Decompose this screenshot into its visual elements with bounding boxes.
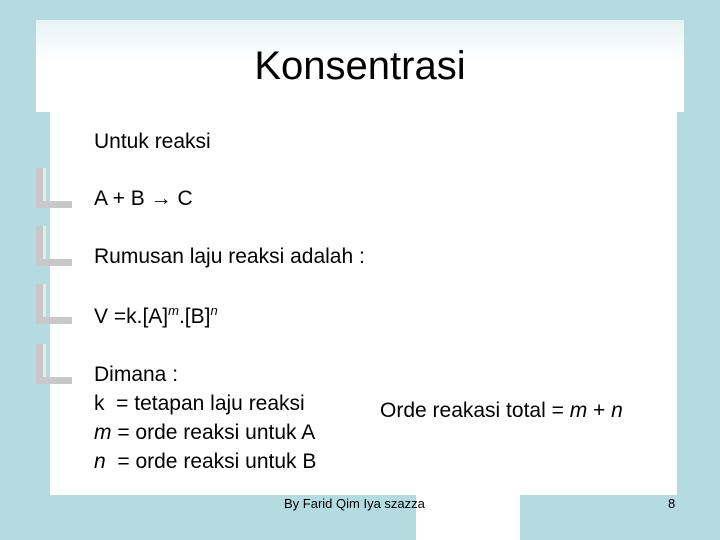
rate-law-mid: .[B] <box>178 305 211 328</box>
bullet-bracket-4 <box>36 344 72 384</box>
definition-k-text: = tetapan laju reaksi <box>104 392 305 415</box>
total-order-n: n <box>611 399 623 422</box>
definition-n-text: = orde reaksi untuk B <box>105 450 317 473</box>
symbol-m: m <box>94 421 112 444</box>
page-number: 8 <box>668 496 676 511</box>
definitions-heading: Dimana : <box>94 363 179 386</box>
exponent-m: m <box>168 303 179 318</box>
definition-k <box>94 389 316 418</box>
reaction-equation <box>94 187 193 211</box>
symbol-k: k <box>94 392 105 415</box>
total-order-plus: + <box>587 399 612 422</box>
rate-law-prefix: V =k.[A] <box>94 305 169 328</box>
bullet-bracket-1 <box>36 168 72 208</box>
bullet-bracket-3 <box>36 284 72 324</box>
reaction-right: C <box>171 187 193 210</box>
reaction-left: A + B <box>94 187 151 210</box>
total-order-prefix: Orde reakasi total = <box>380 399 570 422</box>
arrow-icon: → <box>150 187 172 210</box>
slide-title: Konsentrasi <box>254 44 466 88</box>
definitions-block <box>94 360 316 476</box>
footer-author: By Farid Qim Iya szazza <box>284 496 425 511</box>
definition-m <box>94 418 316 447</box>
definition-m-text: = orde reaksi untuk A <box>111 421 316 444</box>
total-order <box>380 399 623 423</box>
symbol-n: n <box>94 450 106 473</box>
rate-law-label: Rumusan laju reaksi adalah : <box>94 245 365 268</box>
total-order-m: m <box>569 399 588 422</box>
intro-text: Untuk reaksi <box>94 130 211 153</box>
definition-n <box>94 447 316 476</box>
bullet-bracket-2 <box>36 226 72 266</box>
rate-law-equation <box>94 303 218 329</box>
exponent-n: n <box>210 303 218 318</box>
panel-step <box>416 468 520 540</box>
